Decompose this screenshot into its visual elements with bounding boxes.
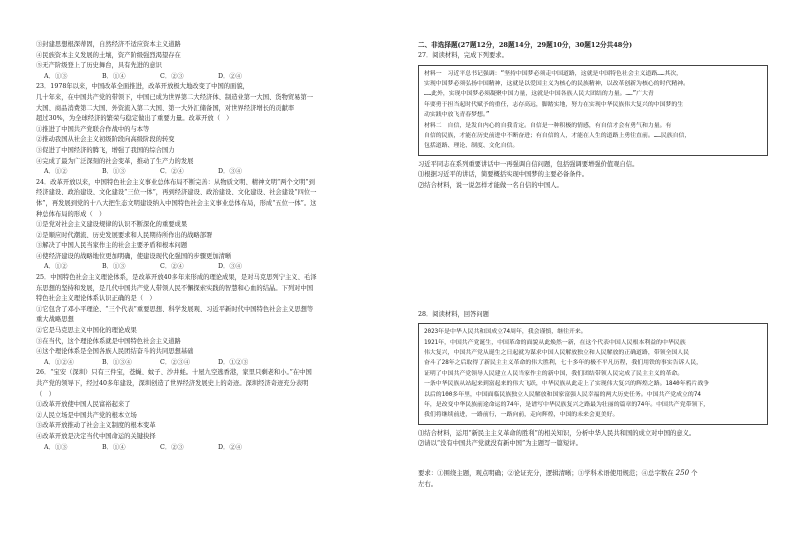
q24-line: ④使经济建设的战略地位更加明确，使建设现代化强国的步骤更加清晰	[36, 252, 232, 260]
material-line: 包括道路、理论、制度、文化自信。	[424, 143, 519, 150]
q23-line: ②推动我国从社会主义初级阶段向高级阶段的转变	[36, 136, 175, 144]
q24-line: ②是顺应时代潮流、历史发展要求和人民期待所作出的战略部署	[36, 231, 213, 239]
q27-line: 习近平同志在系列重要讲话中一再强调自信问题，包括强调要增强价值观自信。	[418, 160, 639, 168]
q24-line: 24．改革开放以来，中国特色社会主义事业总体布局不断完善：从物质文明、精神文明“两个文明”到	[36, 178, 315, 186]
choice-c: C．②③④	[160, 358, 191, 366]
q27-subquestion-1: ⑴根据习近平的讲话，简要概括实现中国梦的主要必备条件。	[418, 171, 589, 179]
left-column	[36, 40, 388, 453]
question-26	[36, 368, 388, 453]
choice-c: C．②③	[160, 72, 184, 80]
q23-line: 大国、商品消费第二大国、外资流入第二大国、第一大外汇储备国，对世界经济增长的贡献率	[36, 104, 295, 112]
q23-line: 23．1978年以来，中国改革全面推进，改革开放极大地改变了中国的面貌，	[36, 83, 249, 91]
q25-line: ③在当代，这个理论体系就是中国特色社会主义道路	[36, 337, 181, 345]
material-line: 动实践中放飞青春梦想。”	[424, 112, 490, 119]
material-line: 2023年是中华人民共和国成立74周年，我会谨慎，继往开来。	[424, 329, 587, 336]
q23-line: 几十年来，在中国共产党的带领下，中国已成为世界第二大经济体、制造业第一大国、货物贸易第一	[36, 93, 314, 101]
q26-line: （ ）	[36, 390, 55, 398]
requirements-unit: 个	[691, 469, 698, 478]
q26-line: ④改革开放是决定当代中国命运的关键抉择	[36, 432, 156, 440]
material-line: 实现中国梦必须弘扬中国精神，这就是以爱国主义为核心的民族精神，以改革创新为核心的时代精神。	[424, 81, 690, 87]
q26-line: ③改革开放推动了社会主义制度的根本变革	[36, 422, 156, 430]
choice-a: A．①②	[44, 168, 68, 176]
material-line: 奋斗了28年之后取得了新民主主义革命的伟大胜利，七十多年的极不平凡历程，我们用铁的事实告诉人民，	[424, 360, 703, 367]
choice-a: A．①③	[44, 72, 68, 80]
handwritten-word-count: 250	[675, 469, 690, 478]
question-24	[36, 178, 388, 273]
choice-a: A．①②④	[44, 358, 74, 366]
q28-requirements	[418, 468, 768, 479]
material-line: 1921年，中国共产党诞生，中国革命的面貌从此焕然一新，在这个代表中国人民根本利益的中华民族	[424, 339, 686, 346]
material-line: 自信的民族，才能在历史前进中不断奋进；有自信的人，才能在人生的道路上勇往直前。……民族自信，	[424, 133, 691, 140]
q24-choices	[36, 262, 388, 273]
choice-b: B．①③	[102, 168, 126, 176]
choice-d: D．③④	[218, 168, 242, 176]
q24-line: 体”，再发展到党的十八大把生态文明建设纳入中国特色社会主义事业总体布局，形成“五位一体”。这	[36, 199, 317, 207]
material-line: 材料一 习近平总书记强调：“坚持中国梦必须走中国道路，这就是中国特色社会主义道路……其次，	[424, 70, 683, 77]
q25-line: 25．中国特色社会主义理论体系，是改革开放40多年来形成的理论成果，是对马克思列宁主义、毛泽	[36, 274, 317, 282]
q27-subquestion-2: ⑵结合材料，说一说怎样才能做一名自信的中国人。	[418, 182, 563, 190]
choice-c: C．②④	[160, 263, 184, 271]
q22-choices	[36, 72, 388, 83]
material-line: ……此外，实现中国梦必须凝聚中国力量，这就是中国各族人民大团结的力量。……”广大青	[424, 91, 654, 98]
q26-line: ②人民立场是中国共产党的根本立场	[36, 411, 137, 419]
q28-subquestion-1: ⑴结合材料，运用“新民主主义革命的胜利”的相关知识，分析中华人民共和国的成立对中国的意义。	[418, 429, 696, 437]
material-line: 伟大复兴，中国共产党从诞生之日起就为谋求中国人民解放独立和人民解放的正确道路，带领全国人民	[424, 350, 690, 357]
q22-option-line: ⑤无产阶级登上了历史舞台，具有先进的意识	[36, 62, 162, 70]
choice-b: B．①③	[102, 263, 126, 271]
choice-d: D．③④	[218, 263, 242, 271]
q25-line: 东思想的坚持和发展，是几代中国共产党人带领人民不懈探索实践的智慧和心血的结晶。下列对中国	[36, 284, 314, 292]
q25-line: 重大战略思想	[36, 316, 74, 324]
answer-space	[418, 192, 768, 310]
choice-c: C．②③	[160, 443, 184, 451]
choice-b: B．①③④	[102, 358, 132, 366]
q22-option-line: ④民族资本主义发展的土壤，资产阶级强烈渴望存在	[36, 51, 181, 59]
q25-line: 特色社会主义理论体系认识正确的是（ ）	[36, 295, 156, 303]
q24-line: ①是党对社会主义建设规律的认识不断深化的重要成果	[36, 221, 188, 229]
material-line: 证明了中国共产党领导人民建立人民当家作主的新中国，我们团结带领人民完成了民主主义的革命。	[424, 370, 684, 377]
q28-title: 28．阅读材料，回答问题	[418, 310, 489, 318]
choice-d: D．①②③	[218, 358, 249, 366]
requirements-line-2: 左右。	[418, 480, 438, 489]
q28-material-box	[418, 323, 768, 425]
q23-line: ①推进了中国共产党联合作战中的与本等	[36, 125, 150, 133]
q24-line: 种总体布局的形成（ ）	[36, 210, 106, 218]
choice-d: D．②④	[218, 72, 242, 80]
q23-line: 超过30%，为全球经济的繁荣与稳定做出了重要力量。改革开放（ ）	[36, 115, 233, 123]
q27-material-box	[418, 65, 768, 156]
material-line: 一条中华民族从站起来到富起来的伟大飞跃，中华民族从此走上了实现伟大复兴的辉煌之路。1840年鸦片战争	[424, 381, 710, 388]
q22-option-line: ③封建思想根深蒂固，自然经济不适应资本主义道路	[36, 41, 181, 48]
choice-a: A．①③	[44, 443, 68, 451]
q25-choices	[36, 358, 388, 369]
material-line: 我们将继续前进，一路前行，一路向前，走向辉煌，中国的未来会更美好。	[424, 412, 619, 419]
q27-title: 27．阅读材料，完成下列要求。	[418, 52, 508, 59]
right-column	[418, 40, 768, 490]
q26-line: 26．“宝安（深圳）只有三件宝，苍蝇、蚊子、沙井蚝。十屋九空逃香港，家里只剩老和小。”在中国	[36, 369, 312, 377]
q25-line: ②它是马克思主义中国化的理论成果	[36, 327, 137, 335]
choice-b: B．①④	[102, 72, 126, 80]
section-title: 二、非选择题(27题12分，28题14分，29题10分，30题12分共48分)	[418, 41, 633, 49]
q23-line: ④完成了最为广泛深刻的社会变革，推动了生产力的发展	[36, 157, 194, 165]
material-line: 年，是改变中华民族前途命运的74年，是谱写中华民族复兴之路最为壮丽的篇章的74年。中国共产党带领下，	[424, 402, 710, 409]
choice-a: A．①②	[44, 263, 68, 271]
q25-line: ④这个理论体系是全国各族人民团结奋斗的共同思想基础	[36, 348, 194, 356]
q26-line: ①改革开放使中国人民富裕起来了	[36, 401, 131, 409]
q23-choices	[36, 167, 388, 178]
q26-line: 共产党的领导下，经过40多年建设，深圳创造了世界经济发展史上的奇迹。深圳经济奇迹充分表明	[36, 380, 309, 387]
material-line: 年要勇于担当起时代赋予的重任，志存高远，脚踏实地，努力在实现中华民族伟大复兴的中国梦的生	[424, 101, 684, 108]
answer-space	[418, 450, 768, 468]
choice-d: D．②④	[218, 443, 242, 451]
q23-line: ③促进了中国经济的腾飞，增强了我国的综合国力	[36, 146, 175, 154]
q28-subquestion-2: ⑵请以“没有中国共产党就没有新中国”为主题写一篇短评。	[418, 440, 582, 448]
choice-c: C．②④	[160, 168, 184, 176]
q24-line: 经济建设、政治建设、文化建设“三位一体”，再到经济建设、政治建设、文化建设、社会建设“四位一	[36, 189, 317, 197]
q24-line: ③解决了中国人民当家作主的社会主要矛盾和根本问题	[36, 242, 188, 250]
requirements-text: 要求：①围绕主题，观点明确；②论证充分，逻辑清晰；③学科术语使用规范；④总字数在	[418, 469, 674, 478]
question-23	[36, 82, 388, 177]
material-line: 以后的100多年里，中国面临民族独立人民解放和国家富强人民幸福的两大历史任务。中国共产党成立的74	[424, 391, 701, 398]
material-line: 材料二 自信，是发自内心的自我肯定。自信是一种积极的情感，有自信才会有勇气和力量。有	[424, 122, 672, 129]
choice-b: B．①④	[102, 443, 126, 451]
q25-line: ①它包含了邓小平理论、“三个代表”重要思想、科学发展观、习近平新时代中国特色社会主义思想等	[36, 305, 314, 313]
q26-choices	[36, 443, 388, 454]
question-25	[36, 273, 388, 368]
